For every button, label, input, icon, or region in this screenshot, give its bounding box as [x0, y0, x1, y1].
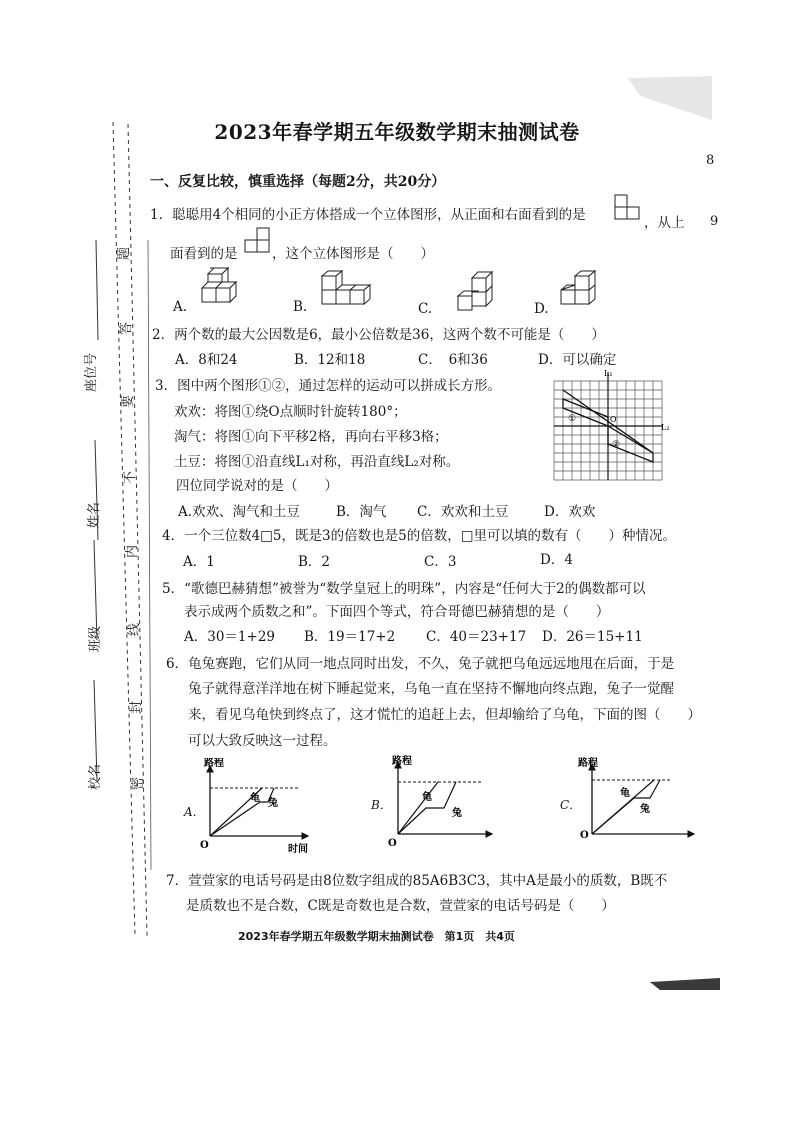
q5-option-d: D．26＝15+11: [542, 629, 643, 645]
seal-char: 线: [127, 622, 142, 636]
q3-taoqi: 淘气：将图①向下平移2格，再向右平移3格；: [174, 429, 448, 445]
q6b-gui: 龟: [422, 792, 432, 803]
q3-option-b: B．淘气: [336, 504, 387, 520]
q6-graph-c: [578, 756, 700, 846]
q3-ask: 四位同学说对的是（ ）: [176, 478, 338, 494]
q1-cubes-c-icon: [452, 270, 500, 316]
q3-shape2-label: ②: [612, 440, 621, 450]
seal-char: 封: [129, 700, 144, 714]
margin-mark: 8: [706, 153, 715, 168]
q6-line1: 6．龟兔赛跑，它们从同一地点同时出发，不久，兔子就把乌龟远远地甩在后面，于是: [166, 656, 675, 672]
q5-option-a: A．30＝1+29: [184, 629, 276, 645]
q4-option-a: A．1: [183, 554, 215, 570]
school-label: 校名: [88, 763, 103, 790]
q1-cubes-b-icon: [318, 270, 374, 310]
q1-option-a: A.: [173, 299, 188, 315]
margin-mark: 9: [710, 214, 719, 229]
q3-l1-label: L₁: [604, 369, 613, 378]
q1-option-b: B.: [293, 299, 308, 315]
q6b-tu: 兔: [452, 808, 462, 819]
q1-line1b: ，从上: [644, 215, 685, 231]
q3-option-c: C．欢欢和土豆: [417, 504, 509, 520]
q2-option-b: B．12和18: [294, 352, 366, 368]
q5-option-c: C．40＝23+17: [426, 629, 527, 645]
q7-line1: 7．萱萱家的电话号码是由8位数字组成的85A6B3C3，其中A是最小的质数，B既不: [166, 873, 668, 889]
q6c-ylabel: 路程: [578, 758, 598, 769]
q5-option-b: B．19＝17+2: [304, 629, 396, 645]
seal-char: 要: [121, 394, 136, 408]
class-label: 班级: [88, 625, 103, 652]
q6a-origin: O: [200, 840, 209, 851]
q6-option-b: B．: [371, 798, 392, 812]
q6a-ylabel: 路程: [204, 758, 224, 769]
q6c-tu: 兔: [640, 804, 650, 815]
q1-cubes-a-icon: [196, 266, 250, 310]
q1-line2b: ，这个立体图形是（ ）: [272, 246, 434, 262]
q6c-gui: 龟: [620, 788, 630, 799]
q3-grid-figure: [548, 368, 678, 486]
q2-option-d: D．可以确定: [538, 352, 617, 368]
q3-shape1-label: ①: [568, 414, 577, 424]
q3-point-o: O: [610, 415, 617, 424]
q6-option-c: C．: [560, 798, 582, 812]
q3-text: 3．图中两个图形①②，通过怎样的运动可以拼成长方形。: [155, 378, 502, 394]
q1-option-d: D.: [534, 301, 549, 317]
q5-line2: 表示成两个质数之和”。下面四个等式，符合哥德巴赫猜想的是（ ）: [184, 604, 610, 620]
section-heading: 一、反复比较，慎重选择（每题2分，共20分）: [150, 174, 446, 190]
q6c-origin: O: [580, 830, 589, 841]
q2-option-a: A．8和24: [175, 352, 238, 368]
q6b-ylabel: 路程: [392, 756, 412, 767]
seal-char: 密: [131, 776, 146, 790]
q2-text: 2．两个数的最大公因数是6，最小公倍数是36，这两个数不可能是（ ）: [152, 327, 605, 343]
page-footer: 2023年春学期五年级数学期末抽测试卷 第1页 共4页: [238, 930, 515, 943]
q6-line3: 来，看见乌龟快到终点了，这才慌忙的追赶上去，但却输给了乌龟，下面的图（ ）: [188, 707, 701, 723]
q1-front-view-icon: [613, 193, 643, 225]
q6a-gui: 龟: [250, 793, 260, 804]
seat-number-label: 座位号: [84, 352, 99, 392]
q5-line1: 5．“歌德巴赫猜想”被誉为“数学皇冠上的明珠”，内容是“任何大于2的偶数都可以: [162, 581, 646, 597]
name-label: 姓名: [87, 501, 102, 528]
q6a-xlabel: 时间: [288, 844, 308, 854]
q6a-tu: 兔: [268, 798, 278, 809]
q7-line2: 是质数也不是合数，C既是奇数也是合数，萱萱家的电话号码是（ ）: [186, 898, 615, 914]
q6-option-a: A．: [184, 805, 205, 819]
q4-option-c: C．3: [424, 554, 457, 570]
q6-graph-b: [386, 754, 498, 850]
q3-tudou: 土豆：将图①沿直线L₁对称，再沿直线L₂对称。: [174, 454, 460, 470]
q6-line4: 可以大致反映这一过程。: [188, 733, 337, 749]
page-title: 2023年春学期五年级数学期末抽测试卷: [214, 120, 580, 144]
q1-line2a: 面看到的是: [170, 246, 238, 262]
q6-graph-a: [196, 758, 316, 854]
q1-option-c: C.: [418, 301, 433, 317]
q6-line2: 兔子就得意洋洋地在树下睡起觉来，乌龟一直在坚持不懈地向终点跑，兔子一觉醒: [188, 681, 674, 697]
q3-option-d: D．欢欢: [544, 504, 596, 520]
q1-top-view-icon: [243, 226, 273, 258]
q3-huanhuan: 欢欢：将图①绕O点顺时针旋转180°；: [174, 404, 407, 420]
q1-line1a: 1．聪聪用4个相同的小正方体搭成一个立体图形，从正面和右面看到的是: [150, 207, 586, 223]
q4-text: 4．一个三位数4□5，既是3的倍数也是5的倍数，□里可以填的数有（ ）种情况。: [162, 528, 676, 544]
q2-option-c: C． 6和36: [418, 352, 488, 368]
q6b-origin: O: [388, 838, 397, 849]
seal-char: 答: [119, 321, 134, 335]
q4-option-b: B．2: [298, 554, 331, 570]
q3-l2-label: L₂: [661, 423, 670, 432]
q4-option-d: D．4: [540, 552, 573, 568]
q1-cubes-d-icon: [557, 270, 605, 310]
q3-option-a: A.欢欢、淘气和土豆: [178, 504, 301, 520]
seal-char: 不: [123, 470, 138, 484]
seal-char: 题: [117, 246, 132, 260]
seal-char: 内: [125, 544, 140, 558]
